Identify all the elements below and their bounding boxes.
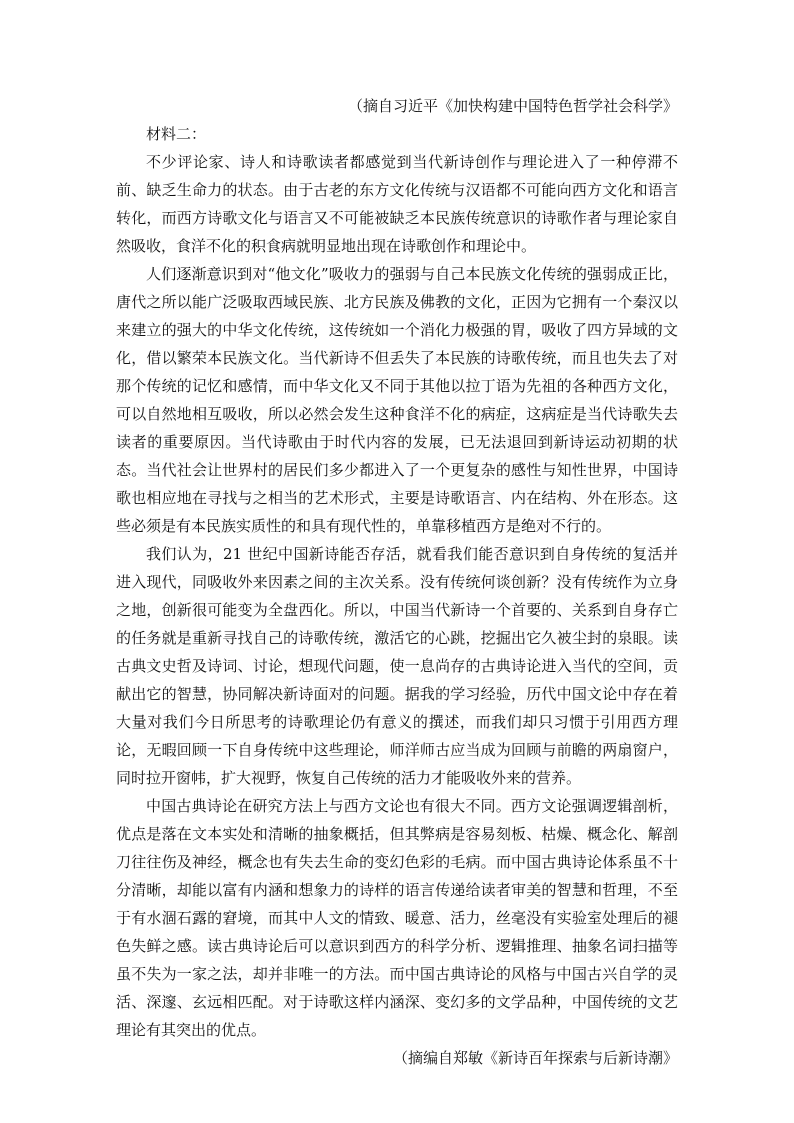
source-citation-top: （摘自习近平《加快构建中国特色哲学社会科学》 — [347, 97, 678, 115]
paragraph-3: 我们认为，21 世纪中国新诗能否存活，就看我们能否意识到自身传统的复活并进入现代，同吸收外来因素之间的主次关系。没有传统何谈创新？没有传统作为立身之地，创新很可能变为全盘西化。所以，中国当代新诗一个首要的、关系到自身存亡的任务就是重新寻找自己的诗歌传统，激活它的心跳，挖掘出它久被尘封的泉眼。读古典文史哲及诗词、讨论，想现代问题，使一息尚存的古典诗论进入当代的空间，贡献出它的智慧，协同解决新诗面对的问题。据我的学习经验，历代中国文论中存在着大量对我们今日所思考的诗歌理论仍有意义的撰述，而我们却只习惯于引用西方理论，无暇回顾一下自身传统中这些理论，师洋师古应当成为回顾与前瞻的两扇窗户，同时拉开窗帏，扩大视野，恢复自己传统的活力才能吸收外来的营养。 — [116, 545, 678, 787]
material-heading: 材料二： — [146, 125, 207, 143]
document-page — [116, 92, 678, 1072]
paragraph-2: 人们逐渐意识到对“他文化”吸收力的强弱与自己本民族文化传统的强弱成正比，唐代之所以能广泛吸取西域民族、北方民族及佛教的文化，正因为它拥有一个秦汉以来建立的强大的中华文化传统，这传统如一个消化力极强的胃，吸收了四方异域的文化，借以繁荣本民族文化。当代新诗不但丢失了本民族的诗歌传统，而且也失去了对那个传统的记忆和感情，而中华文化又不同于其他以拉丁语为先祖的各种西方文化，可以自然地相互吸收，所以必然会发生这种食洋不化的病症，这病症是当代诗歌失去读者的重要原因。当代诗歌由于时代内容的发展，已无法退回到新诗运动初期的状态。当代社会让世界村的居民们多少都进入了一个更复杂的感性与知性世界，中国诗歌也相应地在寻找与之相当的艺术形式，主要是诗歌语言、内在结构、外在形态。这些必须是有本民族实质性的和具有现代性的，单靠移植西方是绝对不行的。 — [116, 265, 678, 535]
source-citation-bottom: （摘编自郑敏《新诗百年探索与后新诗潮》 — [392, 1049, 678, 1067]
paragraph-4: 中国古典诗论在研究方法上与西方文论也有很大不同。西方文论强调逻辑剖析，优点是落在文本实处和清晰的抽象概括，但其弊病是容易刻板、枯燥、概念化、解剖刀往往伤及神经，概念也有失去生命的变幻色彩的毛病。而中国古典诗论体系虽不十分清晰，却能以富有内涵和想象力的诗样的语言传递给读者审美的智慧和哲理，不至于有水涸石露的窘境，而其中人文的情致、暖意、活力，丝毫没有实验室处理后的褪色失鲜之感。读古典诗论后可以意识到西方的科学分析、逻辑推理、抽象名词扫描等虽不失为一家之法，却并非唯一的方法。而中国古典诗论的风格与中国古兴自学的灵活、深邃、玄远相匹配。对于诗歌这样内涵深、变幻多的文学品种，中国传统的文艺理论有其突出的优点。 — [116, 797, 678, 1039]
paragraph-1: 不少评论家、诗人和诗歌读者都感觉到当代新诗创作与理论进入了一种停滞不前、缺乏生命力的状态。由于古老的东方文化传统与汉语都不可能向西方文化和语言转化，而西方诗歌文化与语言又不可能被缺乏本民族传统意识的诗歌作者与理论家自然吸收，食洋不化的积食病就明显地出现在诗歌创作和理论中。 — [116, 153, 678, 255]
